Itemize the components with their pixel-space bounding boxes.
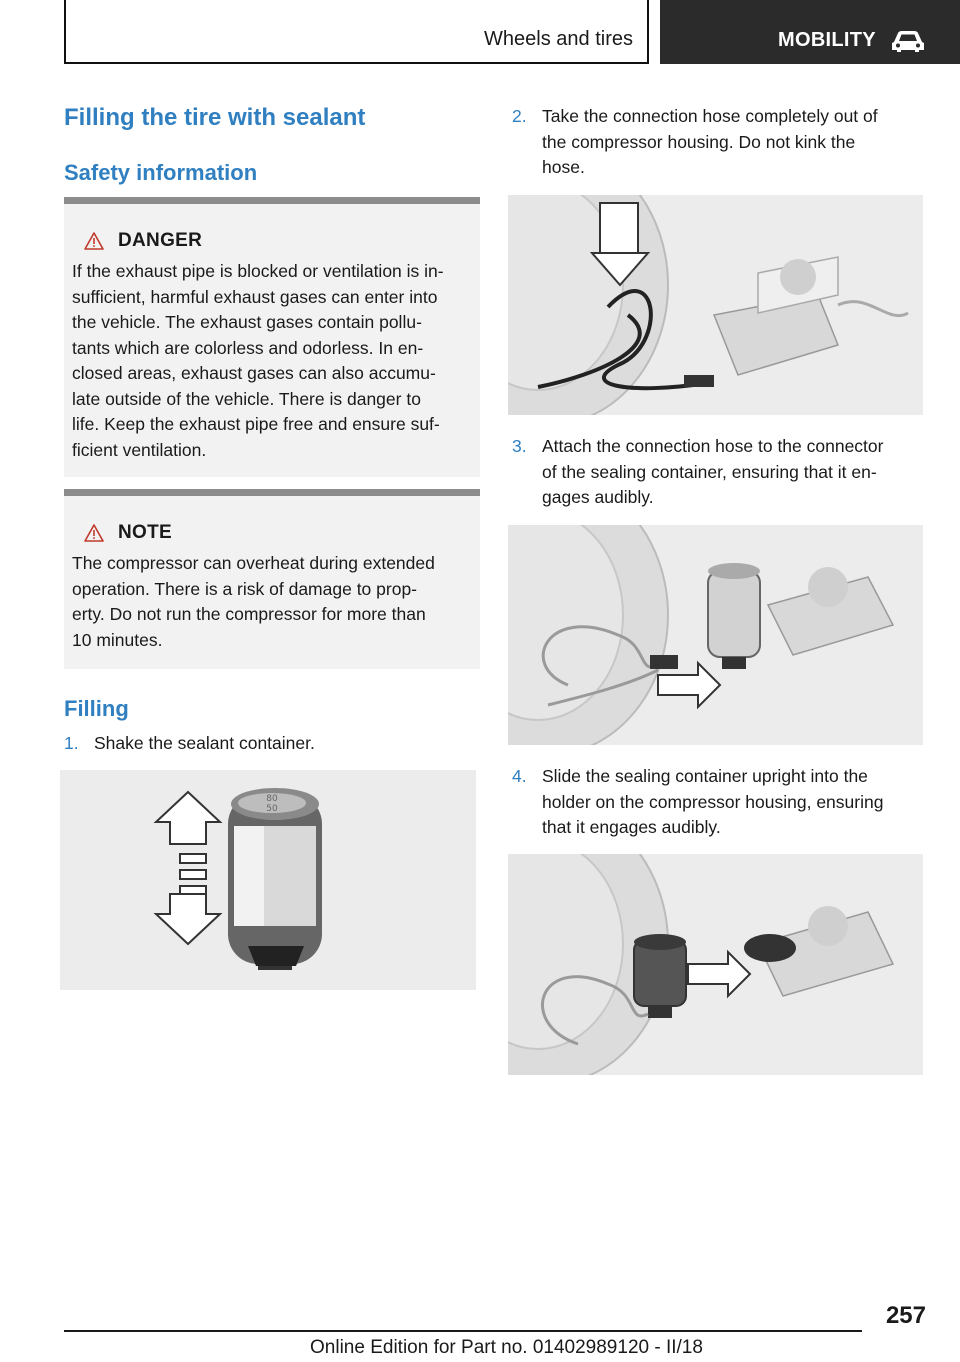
attach-hose-illustration	[508, 525, 923, 745]
car-icon	[890, 28, 926, 54]
insert-container-illustration	[508, 854, 923, 1075]
step-number: 1.	[64, 733, 79, 753]
danger-text: If the exhaust pipe is blocked or ventilation is in‐ sufficient, harmful exhaust gases can enter into the vehicle. The exhaust gases contain pollu‐ tants which are colorless and odorless. In en‐ closed areas, exhaust gases can also accumu‐ late outside of the vehicle. There is danger to life. Keep the exhaust pipe free and ensure suf‐ ficient ventilation.	[72, 261, 444, 460]
footer-divider	[64, 1330, 862, 1332]
warning-triangle-icon	[84, 232, 104, 250]
figure-insert-container	[508, 854, 923, 1075]
danger-box	[64, 197, 480, 477]
step-4	[512, 764, 932, 844]
warning-triangle-icon	[84, 524, 104, 542]
note-label: NOTE	[118, 522, 172, 543]
note-box	[64, 489, 480, 669]
step-text: Take the connection hose completely out of the compressor housing. Do not kink the hose.	[542, 106, 878, 177]
figure-hose-out	[508, 195, 923, 415]
danger-label: DANGER	[118, 230, 203, 251]
svg-text:50: 50	[266, 804, 278, 814]
filling-heading: Filling	[64, 696, 129, 721]
step-number: 2.	[512, 106, 527, 126]
step-text: Attach the connection hose to the connector of the sealing container, ensuring that it en‐ gages audibly.	[542, 436, 884, 507]
hose-out-illustration	[508, 195, 923, 415]
step-2	[512, 104, 932, 184]
figure-attach-hose	[508, 525, 923, 745]
step-text: Slide the sealing container upright into the holder on the compressor housing, ensuring that it engages audibly.	[542, 766, 884, 837]
step-3	[512, 434, 932, 514]
chapter-title: MOBILITY	[778, 29, 876, 51]
step-text: Shake the sealant container.	[94, 733, 315, 753]
section-title: Wheels and tires	[484, 28, 633, 50]
step-number: 3.	[512, 436, 527, 456]
step-number: 4.	[512, 766, 527, 786]
note-text: The compressor can overheat during extended operation. There is a risk of damage to prop‐ erty. Do not run the compressor for more than 10 minutes.	[72, 553, 435, 650]
safety-heading: Safety information	[64, 160, 258, 185]
page-title: Filling the tire with sealant	[64, 104, 366, 131]
figure-shake-container	[60, 770, 476, 990]
header-chapter-tab	[660, 0, 960, 64]
shake-container-illustration	[60, 770, 476, 990]
footer-edition: Online Edition for Part no. 01402989120 - II/18	[310, 1337, 703, 1358]
svg-text:80: 80	[266, 794, 278, 804]
page-number: 257	[885, 1302, 926, 1329]
header-section-tab	[64, 0, 649, 64]
